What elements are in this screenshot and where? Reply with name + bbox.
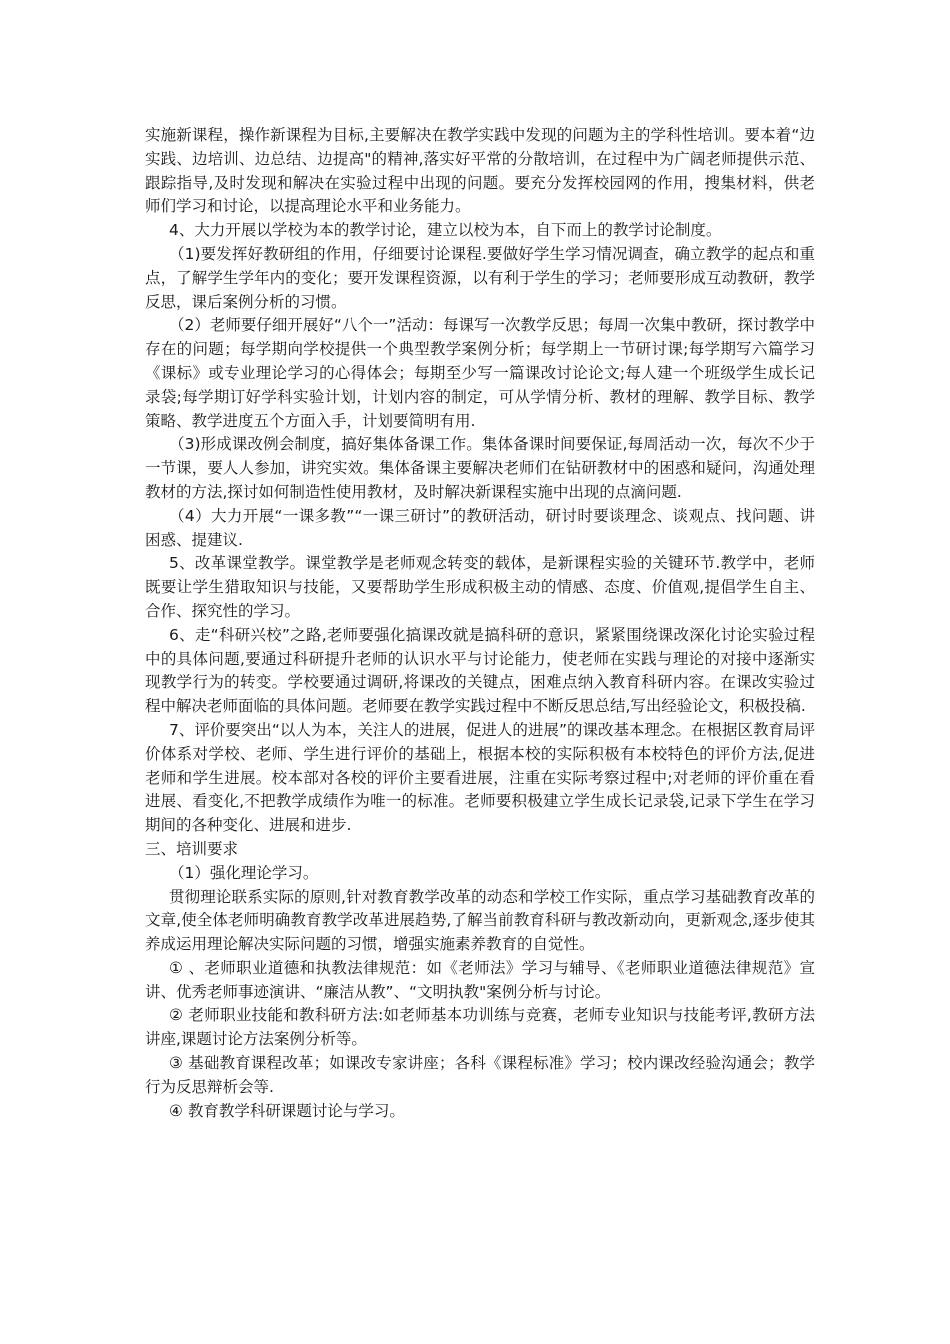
paragraph-item-4-2: （2）老师要仔细开展好“八个一”活动：每课写一次教学反思；每周一次集中教研，探讨教学中存在的问题；每学期向学校提供一个典型教学案例分析；每学期上一节研讨课;每学期写六篇学习《课标》或专业理论学习的心得体会；每期至少写一篇课改讨论论文;每人建一个班级学生成长记录袋;每学期订好学科实验计划，计划内容的制定，可从学情分析、教材的理解、教学目标、教学策略、教学进度五个方面入手，计划要简明有用. [145, 316, 815, 430]
paragraph-circled-1: ① 、老师职业道德和执教法律规范：如《老师法》学习与辅导、《老师职业道德法律规范》宣讲、优秀老师事迹演讲、“廉洁从教”、“文明执教"案例分析与讨论。 [145, 958, 815, 1001]
paragraph-item-4-4: （4）大力开展“一课多教”“一课三研讨”的教研活动，研讨时要谈理念、谈观点、找问题、讲困惑、提建议. [145, 506, 815, 549]
paragraph-circled-4: ④ 教育教学科研课题讨论与学习。 [169, 1101, 405, 1120]
document-body [145, 124, 815, 1123]
paragraph-circled-3: ③ 基础教育课程改革；如课改专家讲座；各科《课程标准》学习；校内课改经验沟通会；教学行为反思辩析会等. [145, 1054, 815, 1096]
paragraph-item-4-3: （3)形成课改例会制度，搞好集体备课工作。集体备课时间要保证,每周活动一次，每次不少于一节课，要人人参加，讲究实效。集体备课主要解决老师们在钻研教材中的困惑和疑问，沟通处理教材的方法,探讨如何制造性使用教材，及时解决新课程实施中出现的点滴问题. [145, 435, 815, 501]
paragraph-circled-2: ② 老师职业技能和教科研方法:如老师基本功训练与竞赛，老师专业知识与技能考评,教研方法讲座,课题讨论方法案例分析等。 [145, 1006, 815, 1049]
paragraph-item-6: 6、走“科研兴校”之路,老师要强化搞课改就是搞科研的意识，紧紧围绕课改深化讨论实验过程中的具体问题,要通过科研提升老师的认识水平与讨论能力，使老师在实践与理论的对接中逐渐实现教学行为的转变。学校要通过调研,将课改的关键点，困难点纳入教育科研内容。在课改实验过程中解决老师面临的具体问题。老师要在教学实践过程中不断反思总结,写出经验论文，积极投稿. [145, 625, 815, 716]
paragraph-item-4-1: （1)要发挥好教研组的作用，仔细要讨论课程.要做好学生学习情况调查，确立教学的起点和重点，了解学生学年内的变化；要开发课程资源，以有利于学生的学习；老师要形成互动教研，教学反思，课后案例分析的习惯。 [145, 244, 815, 311]
paragraph-item-7: 7、评价要突出“以人为本，关注人的进展，促进人的进展”的课改基本理念。在根据区教育局评价体系对学校、老师、学生进行评价的基础上，根据本校的实际积极有本校特色的评价方法,促进老师和学生进展。校本部对各校的评价主要看进展，注重在实际考察过程中;对老师的评价重在看进展、看变化,不把教学成绩作为唯一的标准。老师要积极建立学生成长记录袋,记录下学生在学习期间的各种变化、进展和进步. [145, 720, 815, 835]
paragraph-theory-study: 贯彻理论联系实际的原则,针对教育教学改革的动态和学校工作实际，重点学习基础教育改革的文章,使全体老师明确教育教学改革进展趋势,了解当前教育科研与教改新动向，更新观念,逐步使其养成运用理论解决实际问题的习惯，增强实施素养教育的自觉性。 [145, 887, 815, 954]
paragraph-item-4: 4、大力开展以学校为本的教学讨论，建立以校为本，自下而上的教学讨论制度。 [169, 221, 722, 240]
paragraph-requirement-1: （1）强化理论学习。 [169, 863, 319, 882]
section-heading-training-requirements: 三、培训要求 [145, 839, 239, 858]
paragraph-intro-continuation: 实施新课程，操作新课程为目标,主要解决在教学实践中发现的问题为主的学科性培训。要本着“边实践、边培训、边总结、边提高"的精神,落实好平常的分散培训，在过程中为广阔老师提供示范、跟踪指导,及时发现和解决在实验过程中出现的问题。要充分发挥校园网的作用，搜集材料，供老师们学习和讨论，以提高理论水平和业务能力。 [145, 126, 815, 216]
paragraph-item-5: 5、改革课堂教学。课堂教学是老师观念转变的载体，是新课程实验的关键环节.教学中，老师既要让学生猎取知识与技能，又要帮助学生形成积极主动的情感、态度、价值观,提倡学生自主、合作、探究性的学习。 [145, 554, 815, 620]
